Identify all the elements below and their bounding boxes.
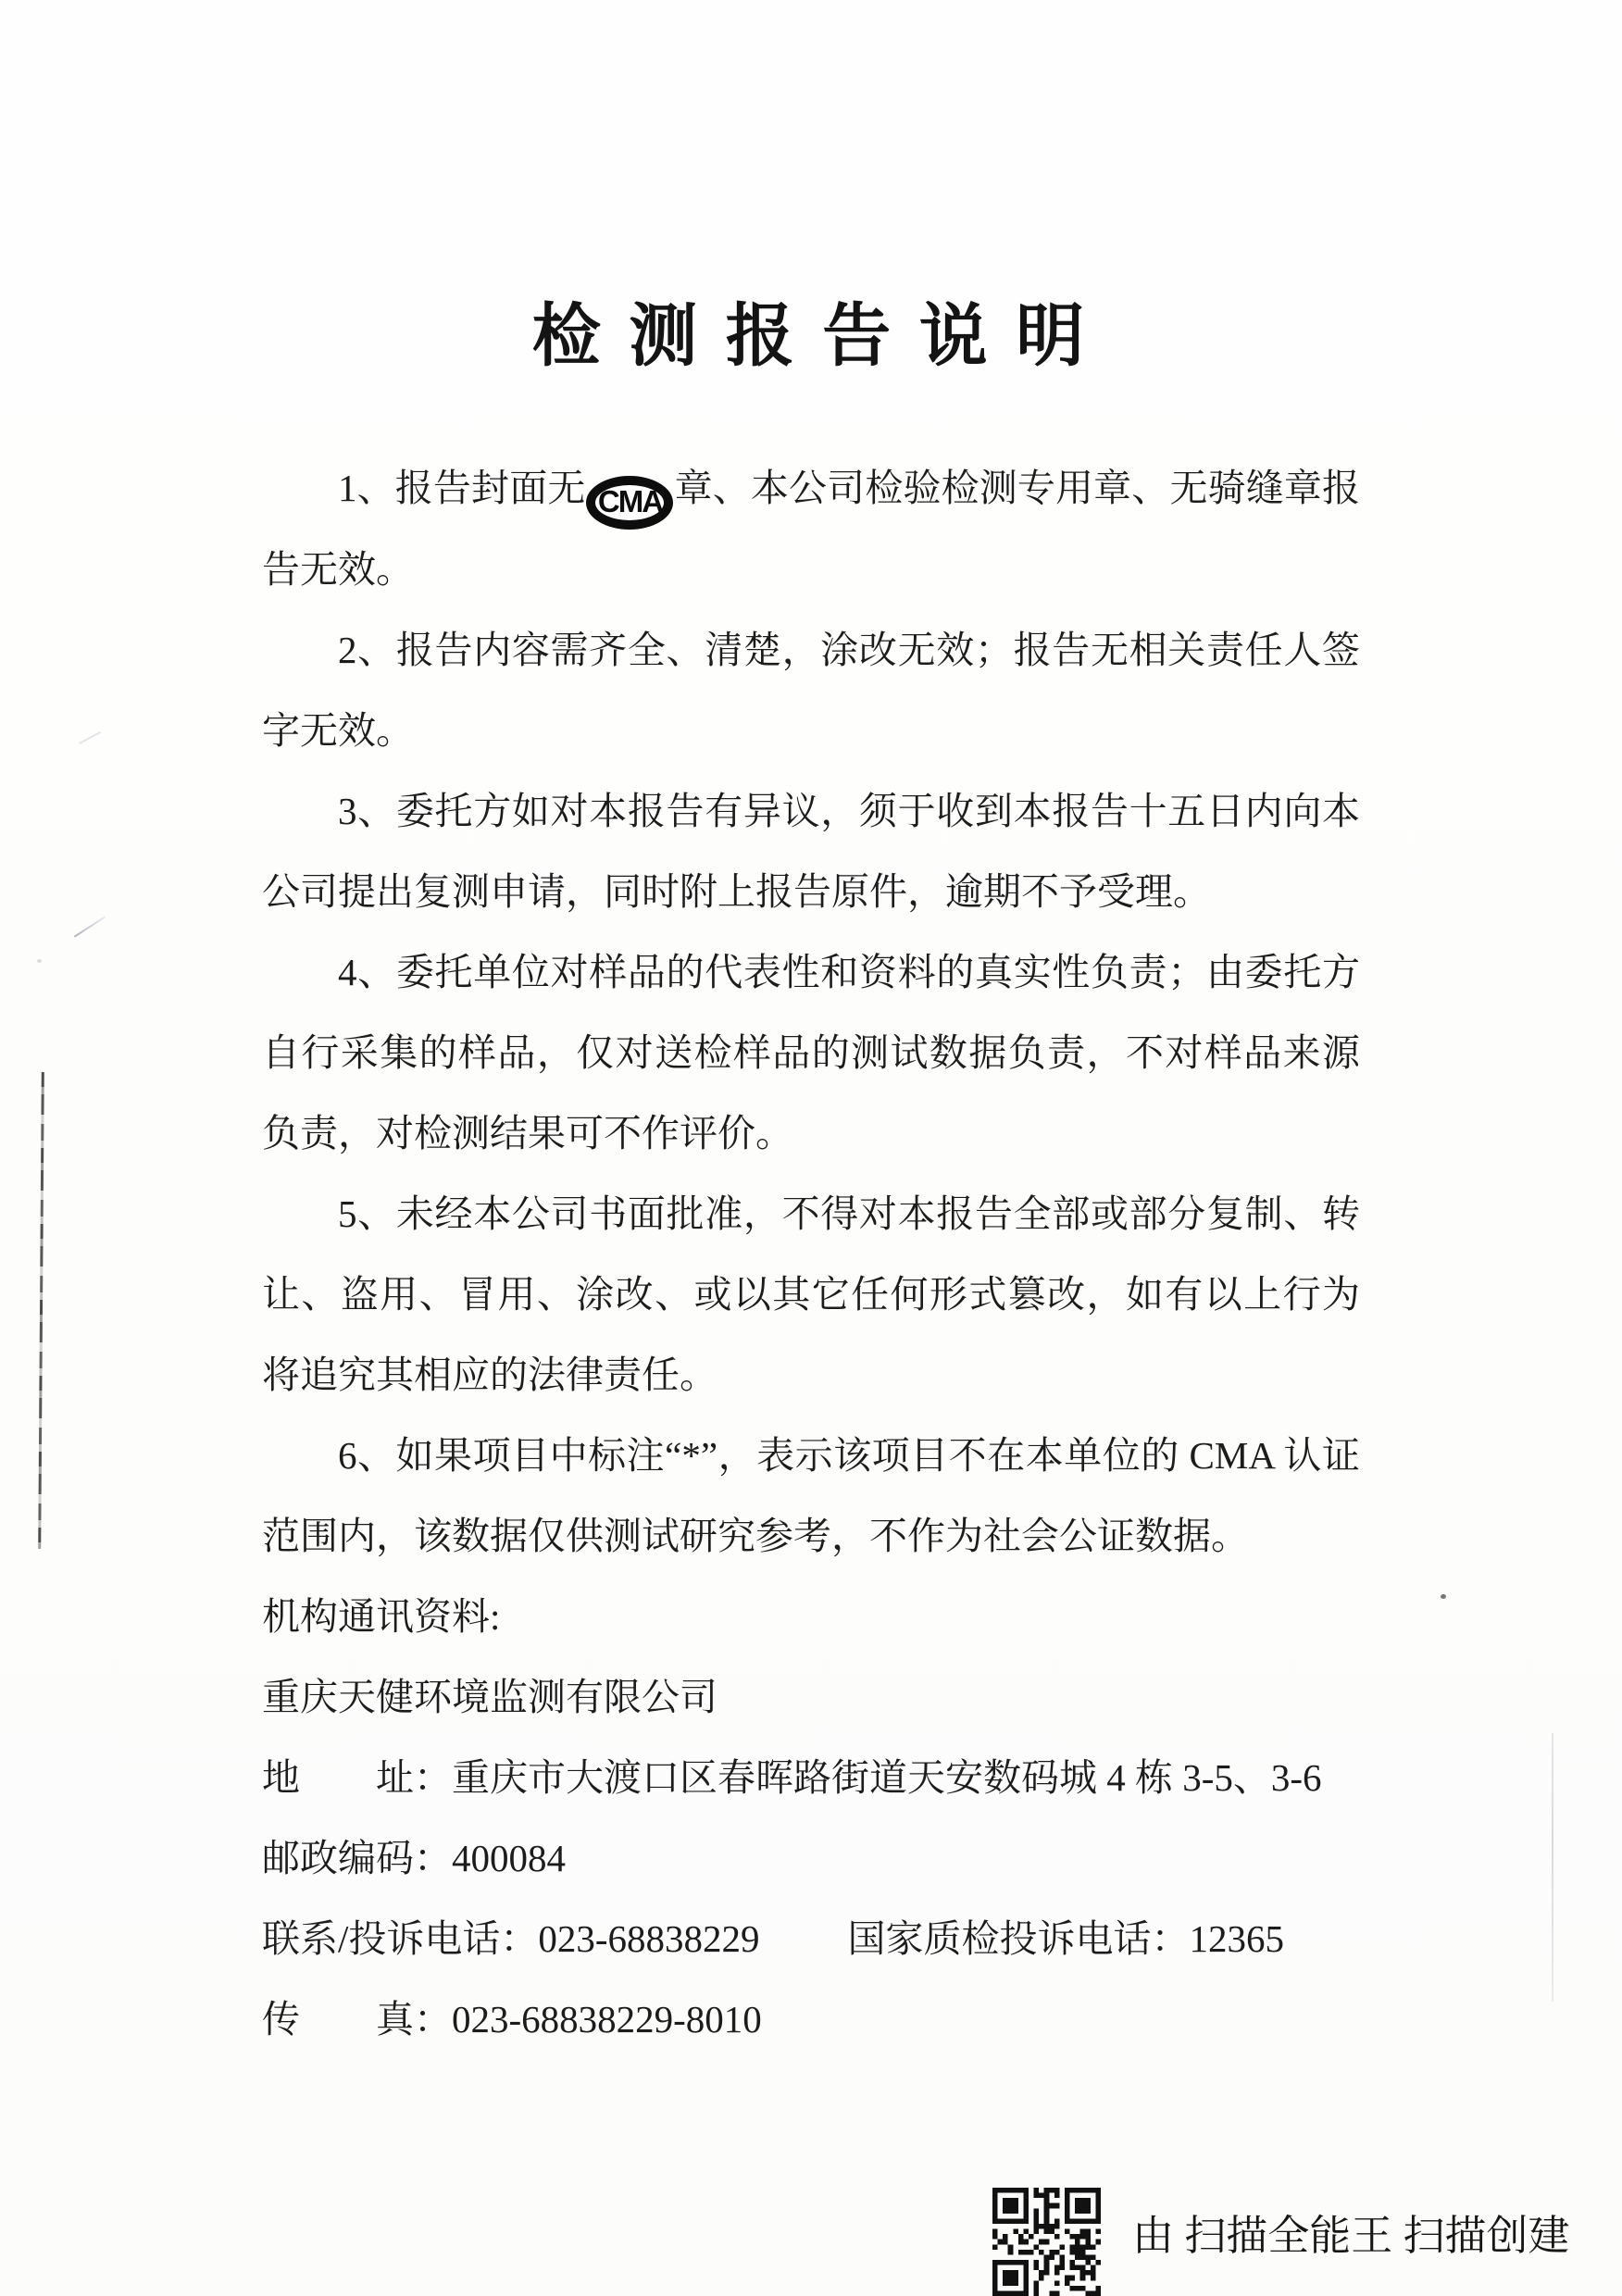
cma-stamp-icon — [586, 476, 673, 530]
scanner-footer — [992, 2188, 1570, 2296]
report-note-2: 2、报告内容需齐全、清楚，涂改无效；报告无相关责任人签字无效。 — [262, 628, 1360, 752]
phone-label: 联系/投诉电话： — [262, 1916, 539, 1960]
report-note-1 — [262, 448, 1360, 610]
scan-attribution-text: 由 扫描全能王 扫描创建 — [1132, 2213, 1570, 2259]
report-note-3: 3、委托方如对本报告有异议，须于收到本报告十五日内向本公司提出复测申请，同时附上报告原件，逾期不予受理。 — [262, 789, 1360, 913]
scan-artifact-scratch — [74, 916, 106, 937]
postal-code-line — [262, 1818, 1360, 1899]
scan-artifact-speck — [1441, 1594, 1446, 1599]
fax-line — [262, 1979, 1360, 2060]
contact-heading: 机构通讯资料: — [262, 1594, 501, 1638]
report-note-1-suffix: 章、本公司检验检测专用章、无骑缝章报告无效。 — [262, 467, 1361, 591]
document-body — [262, 278, 1360, 2060]
postal-code-label: 邮政编码： — [262, 1836, 452, 1879]
inspection-hotline-label: 国家质检投诉电话： — [847, 1916, 1190, 1960]
fax-label: 传 真： — [262, 1997, 452, 2040]
cma-stamp-label: CMA — [597, 484, 663, 518]
report-note-4: 4、委托单位对样品的代表性和资料的真实性负责；由委托方自行采集的样品，仅对送检样品的测试数据负责，不对样品来源负责，对检测结果可不作评价。 — [262, 950, 1360, 1154]
address-line — [262, 1738, 1360, 1818]
address-value: 重庆市大渡口区春晖路街道天安数码城 4 栋 3-5、3-6 — [452, 1755, 1322, 1799]
inspection-hotline-value: 12365 — [1189, 1916, 1285, 1960]
inspection-hotline-group — [848, 1899, 1285, 1979]
report-note-6: 6、如果项目中标注“*”，表示该项目不在本单位的 CMA 认证范围内，该数据仅供测试研究参考，不作为社会公证数据。 — [262, 1433, 1360, 1557]
report-note-5: 5、未经本公司书面批准，不得对本报告全部或部分复制、转让、盗用、冒用、涂改、或以其它任何形式篡改，如有以上行为将追究其相应的法律责任。 — [262, 1192, 1360, 1396]
fax-value: 023-68838229-8010 — [452, 1997, 762, 2040]
document-title: 检 测 报 告 说 明 — [531, 299, 1091, 375]
company-name: 重庆天健环境监测有限公司 — [262, 1675, 717, 1718]
scan-artifact-left-line — [38, 1072, 44, 1549]
postal-code-value: 400084 — [452, 1836, 566, 1879]
address-label: 地 址： — [262, 1755, 452, 1799]
scan-artifact-scratch-2 — [79, 731, 101, 744]
phone-value: 023-68838229 — [538, 1916, 760, 1960]
scan-artifact-dot — [37, 959, 42, 963]
report-note-1-prefix: 1、报告封面无 — [338, 467, 586, 509]
qr-code-icon — [992, 2188, 1101, 2296]
scan-artifact-right-line — [1552, 1733, 1553, 2002]
phone-line — [262, 1899, 1360, 1979]
